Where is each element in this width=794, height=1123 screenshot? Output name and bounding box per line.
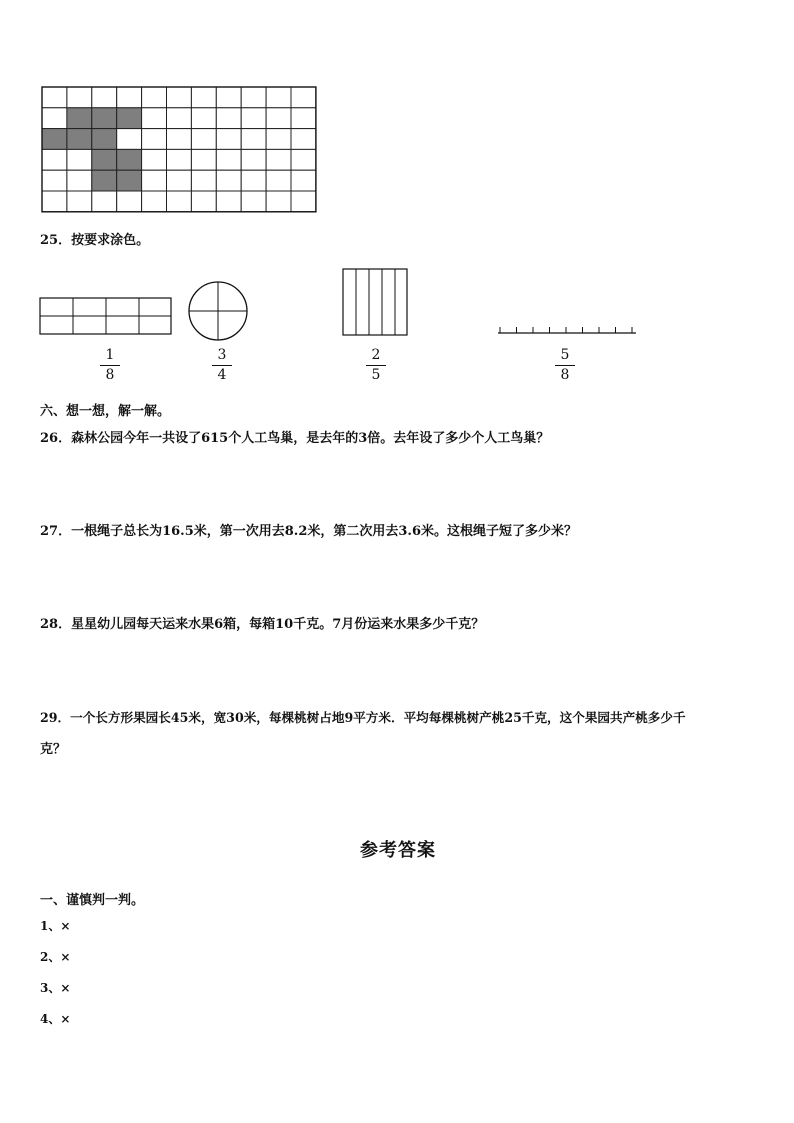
fraction-denominator: 5 bbox=[371, 367, 381, 383]
grid-cell bbox=[241, 108, 266, 129]
grid-cell bbox=[92, 191, 117, 212]
grid-cell-shaded bbox=[92, 149, 117, 170]
grid-cell bbox=[216, 149, 241, 170]
grid-cell bbox=[67, 87, 92, 108]
grid-cell bbox=[42, 191, 67, 212]
grid-cell bbox=[241, 170, 266, 191]
fraction-numerator: 5 bbox=[560, 347, 570, 363]
grid-cell bbox=[191, 191, 216, 212]
grid-cell bbox=[167, 87, 192, 108]
grid-cell bbox=[117, 191, 142, 212]
grid-cell bbox=[67, 149, 92, 170]
answers-title: 参考答案 bbox=[360, 840, 436, 861]
question-29-line-2: 克？ bbox=[40, 742, 67, 757]
rectangle-fifths-shape bbox=[340, 266, 412, 338]
answer-item: 3、× bbox=[40, 981, 71, 995]
grid-cell bbox=[142, 129, 167, 150]
grid-cell bbox=[42, 87, 67, 108]
grid-cell bbox=[42, 149, 67, 170]
grid-cell bbox=[167, 170, 192, 191]
shading-grid bbox=[41, 86, 317, 214]
section-6-heading: 六、想一想，解一解。 bbox=[40, 404, 171, 419]
grid-cell bbox=[216, 87, 241, 108]
grid-cell bbox=[42, 108, 67, 129]
grid-cell bbox=[142, 87, 167, 108]
grid-cell bbox=[266, 191, 291, 212]
fraction-numerator: 3 bbox=[217, 347, 227, 363]
fraction-numerator: 2 bbox=[371, 347, 381, 363]
grid-cell-shaded bbox=[92, 170, 117, 191]
answers-section-1-heading: 一、谨慎判一判。 bbox=[40, 893, 145, 908]
fraction-denominator: 8 bbox=[105, 367, 115, 383]
grid-cell bbox=[167, 149, 192, 170]
question-27: 27．一根绳子总长为16.5米，第一次用去8.2米，第二次用去3.6米。这根绳子短了多少米？ bbox=[40, 524, 577, 539]
circle-quarters-shape bbox=[186, 279, 252, 345]
fraction-denominator: 4 bbox=[217, 367, 227, 383]
grid-cell bbox=[291, 108, 316, 129]
grid-cell-shaded bbox=[92, 108, 117, 129]
grid-cell-shaded bbox=[92, 129, 117, 150]
grid-cell bbox=[191, 108, 216, 129]
grid-cell-shaded bbox=[42, 129, 67, 150]
grid-cell bbox=[92, 87, 117, 108]
question-29-line-1: 29．一个长方形果园长45米，宽30米，每棵桃树占地9平方米．平均每棵桃树产桃25千克，这个果园共产桃多少千 bbox=[40, 710, 686, 725]
grid-cell bbox=[266, 87, 291, 108]
grid-cell bbox=[266, 149, 291, 170]
answer-item: 2、× bbox=[40, 950, 71, 964]
fraction-bar bbox=[366, 365, 386, 366]
grid-cell bbox=[241, 129, 266, 150]
grid-cell bbox=[216, 170, 241, 191]
fraction-denominator: 8 bbox=[560, 367, 570, 383]
rectangle-eighths-shape bbox=[38, 294, 174, 338]
grid-cell bbox=[291, 87, 316, 108]
grid-cell bbox=[191, 87, 216, 108]
grid-cell bbox=[291, 170, 316, 191]
fraction-numerator: 1 bbox=[105, 347, 115, 363]
grid-cell-shaded bbox=[117, 149, 142, 170]
grid-cell bbox=[266, 108, 291, 129]
grid-cell bbox=[216, 191, 241, 212]
question-28: 28．星星幼儿园每天运来水果6箱，每箱10千克。7月份运来水果多少千克？ bbox=[40, 617, 485, 632]
fraction-bar bbox=[212, 365, 232, 366]
fraction-three-fourths bbox=[210, 347, 234, 384]
grid-cell bbox=[191, 149, 216, 170]
grid-cell-shaded bbox=[67, 129, 92, 150]
grid-cell bbox=[167, 191, 192, 212]
fraction-one-eighth bbox=[98, 347, 122, 384]
grid-cell bbox=[291, 129, 316, 150]
grid-cell bbox=[167, 108, 192, 129]
grid-cell bbox=[142, 170, 167, 191]
grid-cell bbox=[241, 87, 266, 108]
grid-cell bbox=[142, 108, 167, 129]
fraction-five-eighths bbox=[553, 347, 577, 384]
grid-cell-shaded bbox=[67, 108, 92, 129]
grid-cell bbox=[216, 108, 241, 129]
grid-cell bbox=[216, 129, 241, 150]
question-25-label: 25．按要求涂色。 bbox=[40, 233, 150, 248]
grid-cell bbox=[266, 170, 291, 191]
grid-cell bbox=[67, 191, 92, 212]
grid-cell bbox=[191, 129, 216, 150]
fraction-two-fifths bbox=[364, 347, 388, 384]
grid-cell bbox=[241, 191, 266, 212]
question-26: 26．森林公园今年一共设了615个人工鸟巢，是去年的3倍。去年设了多少个人工鸟巢？ bbox=[40, 431, 550, 446]
fraction-bar bbox=[555, 365, 575, 366]
answer-item: 4、× bbox=[40, 1012, 71, 1026]
grid-cell bbox=[117, 129, 142, 150]
grid-cell bbox=[291, 191, 316, 212]
answer-item: 1、× bbox=[40, 919, 71, 933]
grid-cell-shaded bbox=[117, 170, 142, 191]
fraction-bar bbox=[100, 365, 120, 366]
grid-cell bbox=[291, 149, 316, 170]
grid-cell bbox=[266, 129, 291, 150]
grid-cell bbox=[142, 149, 167, 170]
grid-cell bbox=[142, 191, 167, 212]
grid-cell-shaded bbox=[117, 108, 142, 129]
grid-cell bbox=[117, 87, 142, 108]
grid-cell bbox=[191, 170, 216, 191]
grid-cell bbox=[167, 129, 192, 150]
grid-cell bbox=[42, 170, 67, 191]
grid-cell bbox=[241, 149, 266, 170]
segment-eighths-shape bbox=[495, 322, 640, 338]
grid-cell bbox=[67, 170, 92, 191]
